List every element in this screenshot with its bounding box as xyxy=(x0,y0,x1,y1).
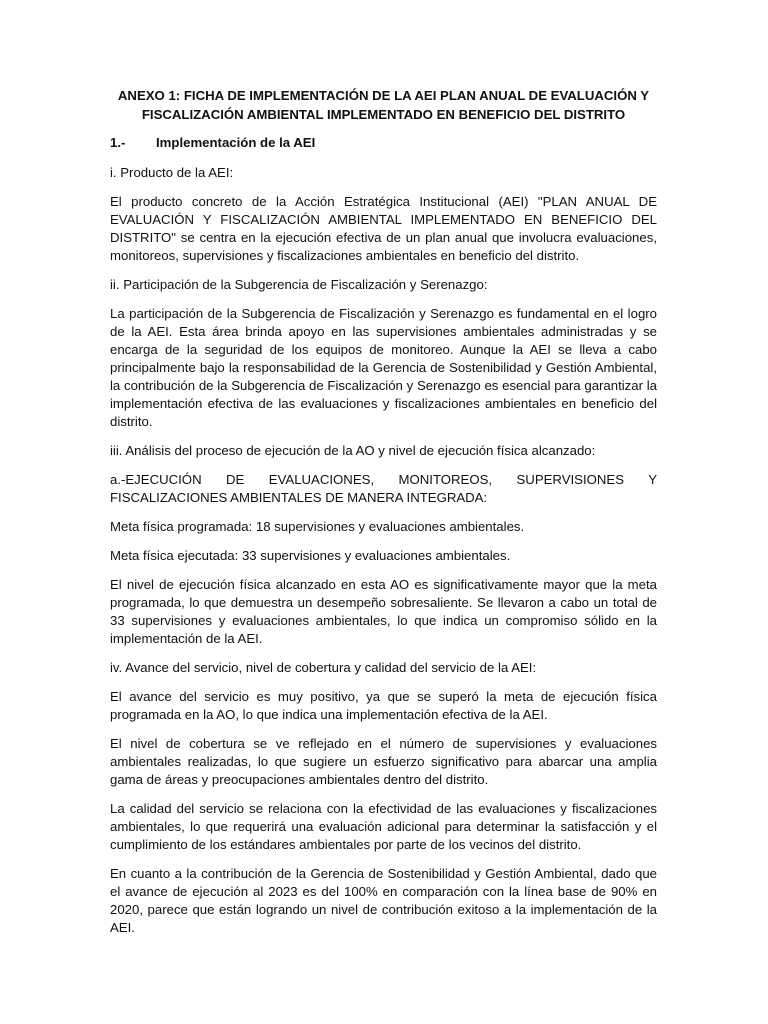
paragraph-participation: La participación de la Subgerencia de Fiscalización y Serenazgo es fundamental en el logro de la AEI. Esta área brinda apoyo en las supervisiones ambientales administradas y se encarga de la seguridad de los equipos de monitoreo. Aunque la AEI se lleva a cabo principalmente bajo la responsabilidad de la Gerencia de Sostenibilidad y Gestión Ambiental, la contribución de la Subgerencia de Fiscalización y Serenazgo es esencial para garantizar la implementación efectiva de las evaluaciones y fiscalizaciones ambientales en beneficio del distrito. xyxy=(110,306,657,429)
subheading-analysis: iii. Análisis del proceso de ejecución de la AO y nivel de ejecución física alcanzado: xyxy=(110,443,596,458)
section-label: Implementación de la AEI xyxy=(156,135,316,150)
paragraph-contribution: En cuanto a la contribución de la Gerencia de Sostenibilidad y Gestión Ambiental, dado que el avance de ejecución al 2023 es del 100% en comparación con la línea base de 90% en 2020, parece que están logrando un nivel de contribución exitoso a la implementación de la AEI. xyxy=(110,866,657,935)
section-number: 1.- xyxy=(110,135,126,150)
paragraph-coverage: El nivel de cobertura se ve reflejado en el número de supervisiones y evaluaciones ambientales realizadas, lo que sugiere un esfuerzo significativo para abarcar una amplia gama de áreas y preocupaciones ambientales dentro del distrito. xyxy=(110,736,657,787)
document-page xyxy=(110,86,657,948)
document-title: ANEXO 1: FICHA DE IMPLEMENTACIÓN DE LA AEI PLAN ANUAL DE EVALUACIÓN Y FISCALIZACIÓN AMBIENTAL IMPLEMENTADO EN BENEFICIO DEL DISTRITO xyxy=(117,88,650,122)
subheading-product: i. Producto de la AEI: xyxy=(110,165,234,180)
paragraph-service-progress: El avance del servicio es muy positivo, ya que se superó la meta de ejecución física programada en la AO, lo que indica una implementación efectiva de la AEI. xyxy=(110,689,657,722)
subheading-execution: a.-EJECUCIÓN DE EVALUACIONES, MONITOREOS, SUPERVISIONES Y FISCALIZACIONES AMBIENTALES DE MANERA INTEGRADA: xyxy=(110,472,657,505)
paragraph-quality: La calidad del servicio se relaciona con la efectividad de las evaluaciones y fiscalizaciones ambientales, lo que requerirá una evaluación adicional para determinar la satisfacción y el cumplimiento de los estándares ambientales por parte de los vecinos del distrito. xyxy=(110,801,657,852)
goal-executed: Meta física ejecutada: 33 supervisiones y evaluaciones ambientales. xyxy=(110,548,511,563)
paragraph-execution-level: El nivel de ejecución física alcanzado en esta AO es significativamente mayor que la meta programada, lo que demuestra un desempeño sobresaliente. Se llevaron a cabo un total de 33 supervisiones y evaluaciones ambientales, lo que indica un compromiso sólido en la implementación de la AEI. xyxy=(110,577,657,646)
subheading-participation: ii. Participación de la Subgerencia de Fiscalización y Serenazgo: xyxy=(110,277,488,292)
goal-programmed: Meta física programada: 18 supervisiones y evaluaciones ambientales. xyxy=(110,519,525,534)
section-heading xyxy=(110,134,657,152)
paragraph-product: El producto concreto de la Acción Estratégica Institucional (AEI) "PLAN ANUAL DE EVALUACIÓN Y FISCALIZACIÓN AMBIENTAL IMPLEMENTADO EN BENEFICIO DEL DISTRITO" se centra en la ejecución efectiva de un plan anual que involucra evaluaciones, monitoreos, supervisiones y fiscalizaciones ambientales en beneficio del distrito. xyxy=(110,194,657,263)
subheading-service: iv. Avance del servicio, nivel de cobertura y calidad del servicio de la AEI: xyxy=(110,660,537,675)
